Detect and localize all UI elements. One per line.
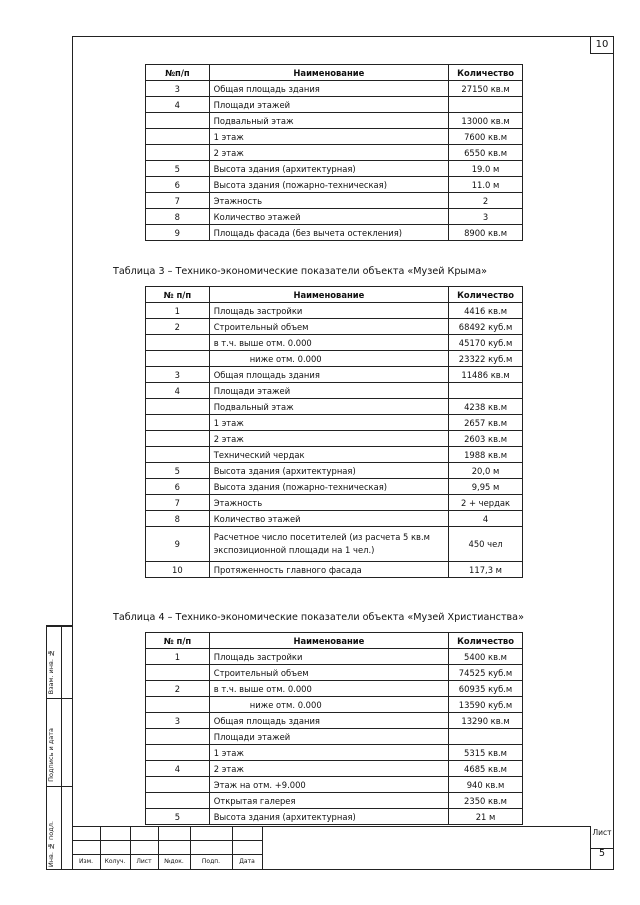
cell-name: Строительный объем <box>209 665 448 681</box>
cell-name: Общая площадь здания <box>209 713 448 729</box>
cell-value: 940 кв.м <box>449 777 523 793</box>
table-row <box>146 713 523 729</box>
cell-name: в т.ч. выше отм. 0.000 <box>209 335 448 351</box>
left-stamp-label: Взам. инв. № <box>47 648 55 694</box>
cell-name: Площадь фасада (без вычета остекления) <box>209 225 448 241</box>
left-stamp-label: Инв. № подл. <box>47 820 55 867</box>
cell-value: 68492 куб.м <box>449 319 523 335</box>
cell-number: 6 <box>146 479 210 495</box>
cell-value <box>449 97 523 113</box>
cell-number: 9 <box>146 527 210 562</box>
cell-value: 5400 кв.м <box>449 649 523 665</box>
cell-value: 21 м <box>449 809 523 825</box>
cell-value: 8900 кв.м <box>449 225 523 241</box>
cell-value: 13000 кв.м <box>449 113 523 129</box>
table-row <box>146 367 523 383</box>
cell-number: 2 <box>146 319 210 335</box>
table-header-row <box>146 65 523 81</box>
cell-value: 4 <box>449 511 523 527</box>
table-row <box>146 177 523 193</box>
cell-name: 1 этаж <box>209 415 448 431</box>
table-row <box>146 562 523 578</box>
table-row <box>146 399 523 415</box>
cell-number: 1 <box>146 303 210 319</box>
cell-value: 23322 куб.м <box>449 351 523 367</box>
cell-name: Площади этажей <box>209 97 448 113</box>
table-row <box>146 431 523 447</box>
column-header: № п/п <box>146 633 210 649</box>
cell-name: Количество этажей <box>209 209 448 225</box>
cell-value <box>449 383 523 399</box>
cell-value: 45170 куб.м <box>449 335 523 351</box>
bottom-stamp <box>72 826 614 870</box>
column-header: Наименование <box>209 633 448 649</box>
table-row <box>146 319 523 335</box>
sheet-number: 5 <box>598 848 606 859</box>
table-row <box>146 665 523 681</box>
cell-number <box>146 745 210 761</box>
table-row <box>146 415 523 431</box>
cell-value: 7600 кв.м <box>449 129 523 145</box>
table4-caption: Таблица 4 – Технико-экономические показатели объекта «Музей Христианства» <box>113 612 524 623</box>
cell-number <box>146 665 210 681</box>
column-header: Наименование <box>209 287 448 303</box>
cell-value: 11486 кв.м <box>449 367 523 383</box>
cell-name: Высота здания (архитектурная) <box>209 161 448 177</box>
cell-number: 9 <box>146 225 210 241</box>
cell-value: 20,0 м <box>449 463 523 479</box>
cell-name: Подвальный этаж <box>209 113 448 129</box>
cell-number: 5 <box>146 161 210 177</box>
column-header: № п/п <box>146 287 210 303</box>
cell-value: 2603 кв.м <box>449 431 523 447</box>
table-row <box>146 161 523 177</box>
cell-number <box>146 351 210 367</box>
table-header-row <box>146 287 523 303</box>
table-row <box>146 447 523 463</box>
cell-value: 2 <box>449 193 523 209</box>
cell-name: ниже отм. 0.000 <box>209 351 448 367</box>
cell-value: 2657 кв.м <box>449 415 523 431</box>
cell-name: Площадь застройки <box>209 303 448 319</box>
stamp-label-izm: Изм. <box>78 858 94 865</box>
cell-name: Этажность <box>209 193 448 209</box>
cell-name: 2 этаж <box>209 431 448 447</box>
cell-number: 5 <box>146 809 210 825</box>
cell-number <box>146 113 210 129</box>
cell-name: Высота здания (архитектурная) <box>209 809 448 825</box>
cell-value: 9,95 м <box>449 479 523 495</box>
table-row <box>146 761 523 777</box>
cell-name: Этаж на отм. +9.000 <box>209 777 448 793</box>
cell-number <box>146 129 210 145</box>
cell-number: 8 <box>146 209 210 225</box>
cell-name: Расчетное число посетителей (из расчета 5 кв.м экспозиционной площади на 1 чел.) <box>209 527 448 562</box>
table-row <box>146 479 523 495</box>
cell-name: Технический чердак <box>209 447 448 463</box>
cell-value: 2350 кв.м <box>449 793 523 809</box>
table-row <box>146 777 523 793</box>
table4 <box>145 632 523 825</box>
cell-name: в т.ч. выше отм. 0.000 <box>209 681 448 697</box>
cell-number: 4 <box>146 97 210 113</box>
cell-value: 4685 кв.м <box>449 761 523 777</box>
cell-value: 3 <box>449 209 523 225</box>
sheet-label: Лист <box>592 828 612 837</box>
cell-number: 2 <box>146 681 210 697</box>
cell-number: 4 <box>146 383 210 399</box>
stamp-label-ndok: №док. <box>164 858 184 865</box>
table-header-row <box>146 633 523 649</box>
table-row <box>146 193 523 209</box>
table-row <box>146 145 523 161</box>
cell-value: 13290 кв.м <box>449 713 523 729</box>
cell-value: 19.0 м <box>449 161 523 177</box>
cell-name: Площади этажей <box>209 729 448 745</box>
table-row <box>146 303 523 319</box>
table-row <box>146 335 523 351</box>
cell-value <box>449 729 523 745</box>
cell-value: 60935 куб.м <box>449 681 523 697</box>
cell-name: Открытая галерея <box>209 793 448 809</box>
table-row <box>146 129 523 145</box>
cell-number: 6 <box>146 177 210 193</box>
cell-name: Площади этажей <box>209 383 448 399</box>
column-header: Наименование <box>209 65 448 81</box>
cell-number: 7 <box>146 193 210 209</box>
left-stamp <box>46 625 72 870</box>
cell-name: Строительный объем <box>209 319 448 335</box>
stamp-label-koluch: Колуч. <box>104 858 126 865</box>
cell-number: 3 <box>146 81 210 97</box>
page-number: 10 <box>590 36 614 54</box>
stamp-label-list: Лист <box>136 858 152 865</box>
table-row <box>146 97 523 113</box>
cell-name: Общая площадь здания <box>209 81 448 97</box>
table-row <box>146 209 523 225</box>
cell-value: 450 чел <box>449 527 523 562</box>
left-stamp-label: Подпись и дата <box>47 728 55 782</box>
cell-name: Площадь застройки <box>209 649 448 665</box>
cell-number: 3 <box>146 713 210 729</box>
table-row <box>146 649 523 665</box>
cell-number: 3 <box>146 367 210 383</box>
column-header: №п/п <box>146 65 210 81</box>
cell-name: Высота здания (архитектурная) <box>209 463 448 479</box>
cell-value: 4238 кв.м <box>449 399 523 415</box>
table-continuation <box>145 64 523 241</box>
cell-name: 2 этаж <box>209 761 448 777</box>
table-row <box>146 729 523 745</box>
table-row <box>146 113 523 129</box>
cell-name: ниже отм. 0.000 <box>209 697 448 713</box>
cell-number <box>146 729 210 745</box>
cell-number <box>146 697 210 713</box>
table-row <box>146 793 523 809</box>
cell-value: 117,3 м <box>449 562 523 578</box>
cell-number: 7 <box>146 495 210 511</box>
cell-value: 5315 кв.м <box>449 745 523 761</box>
cell-number: 8 <box>146 511 210 527</box>
table-row <box>146 383 523 399</box>
cell-number: 1 <box>146 649 210 665</box>
cell-number <box>146 777 210 793</box>
cell-value: 6550 кв.м <box>449 145 523 161</box>
cell-value: 4416 кв.м <box>449 303 523 319</box>
cell-name: Этажность <box>209 495 448 511</box>
column-header: Количество <box>449 287 523 303</box>
table-row <box>146 527 523 562</box>
cell-number <box>146 335 210 351</box>
cell-name: Протяженность главного фасада <box>209 562 448 578</box>
cell-number <box>146 145 210 161</box>
table-row <box>146 809 523 825</box>
cell-name: 1 этаж <box>209 129 448 145</box>
table-row <box>146 495 523 511</box>
table-row <box>146 351 523 367</box>
table-row <box>146 745 523 761</box>
cell-number <box>146 447 210 463</box>
cell-number <box>146 415 210 431</box>
cell-value: 13590 куб.м <box>449 697 523 713</box>
column-header: Количество <box>449 65 523 81</box>
table3 <box>145 286 523 578</box>
cell-name: Высота здания (пожарно-техническая) <box>209 479 448 495</box>
table-row <box>146 681 523 697</box>
column-header: Количество <box>449 633 523 649</box>
cell-value: 11.0 м <box>449 177 523 193</box>
cell-name: 2 этаж <box>209 145 448 161</box>
cell-value: 2 + чердак <box>449 495 523 511</box>
table-row <box>146 697 523 713</box>
table-row <box>146 463 523 479</box>
cell-value: 1988 кв.м <box>449 447 523 463</box>
cell-value: 27150 кв.м <box>449 81 523 97</box>
cell-number: 4 <box>146 761 210 777</box>
table-row <box>146 81 523 97</box>
table-row <box>146 225 523 241</box>
table-row <box>146 511 523 527</box>
cell-name: Высота здания (пожарно-техническая) <box>209 177 448 193</box>
cell-value: 74525 куб.м <box>449 665 523 681</box>
stamp-label-data: Дата <box>239 858 255 865</box>
cell-number: 10 <box>146 562 210 578</box>
cell-name: Количество этажей <box>209 511 448 527</box>
cell-name: Подвальный этаж <box>209 399 448 415</box>
cell-number <box>146 431 210 447</box>
table3-caption: Таблица 3 – Технико-экономические показатели объекта «Музей Крыма» <box>113 266 487 277</box>
cell-number <box>146 793 210 809</box>
cell-number: 5 <box>146 463 210 479</box>
cell-name: Общая площадь здания <box>209 367 448 383</box>
cell-name: 1 этаж <box>209 745 448 761</box>
cell-number <box>146 399 210 415</box>
stamp-label-podp: Подп. <box>201 858 221 865</box>
